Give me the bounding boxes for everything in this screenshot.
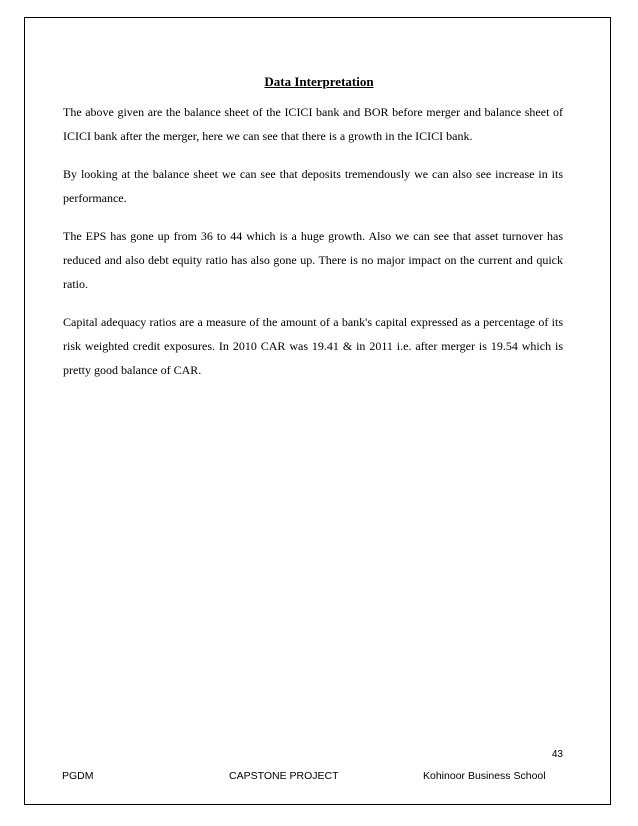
body-content [63,100,563,396]
footer-program: PGDM [62,770,94,782]
page-number: 43 [551,749,563,760]
footer-school: Kohinoor Business School [423,770,546,782]
paragraph-1: The above given are the balance sheet of the ICICI bank and BOR before merger and balance sheet of ICICI bank after the merger, here we can see that there is a growth in the ICICI bank. [63,105,563,143]
footer-project: CAPSTONE PROJECT [229,770,339,782]
paragraph-2: By looking at the balance sheet we can see that deposits tremendously we can also see increase in its performance. [63,167,563,205]
paragraph-3: The EPS has gone up from 36 to 44 which is a huge growth. Also we can see that asset turnover has reduced and also debt equity ratio has also gone up. There is no major impact on the current and quick ratio. [63,229,563,291]
page-heading: Data Interpretation [264,74,374,89]
paragraph-4: Capital adequacy ratios are a measure of the amount of a bank's capital expressed as a percentage of its risk weighted credit exposures. In 2010 CAR was 19.41 & in 2011 i.e. after merger is 19.54 which is pretty good balance of CAR. [63,315,563,377]
